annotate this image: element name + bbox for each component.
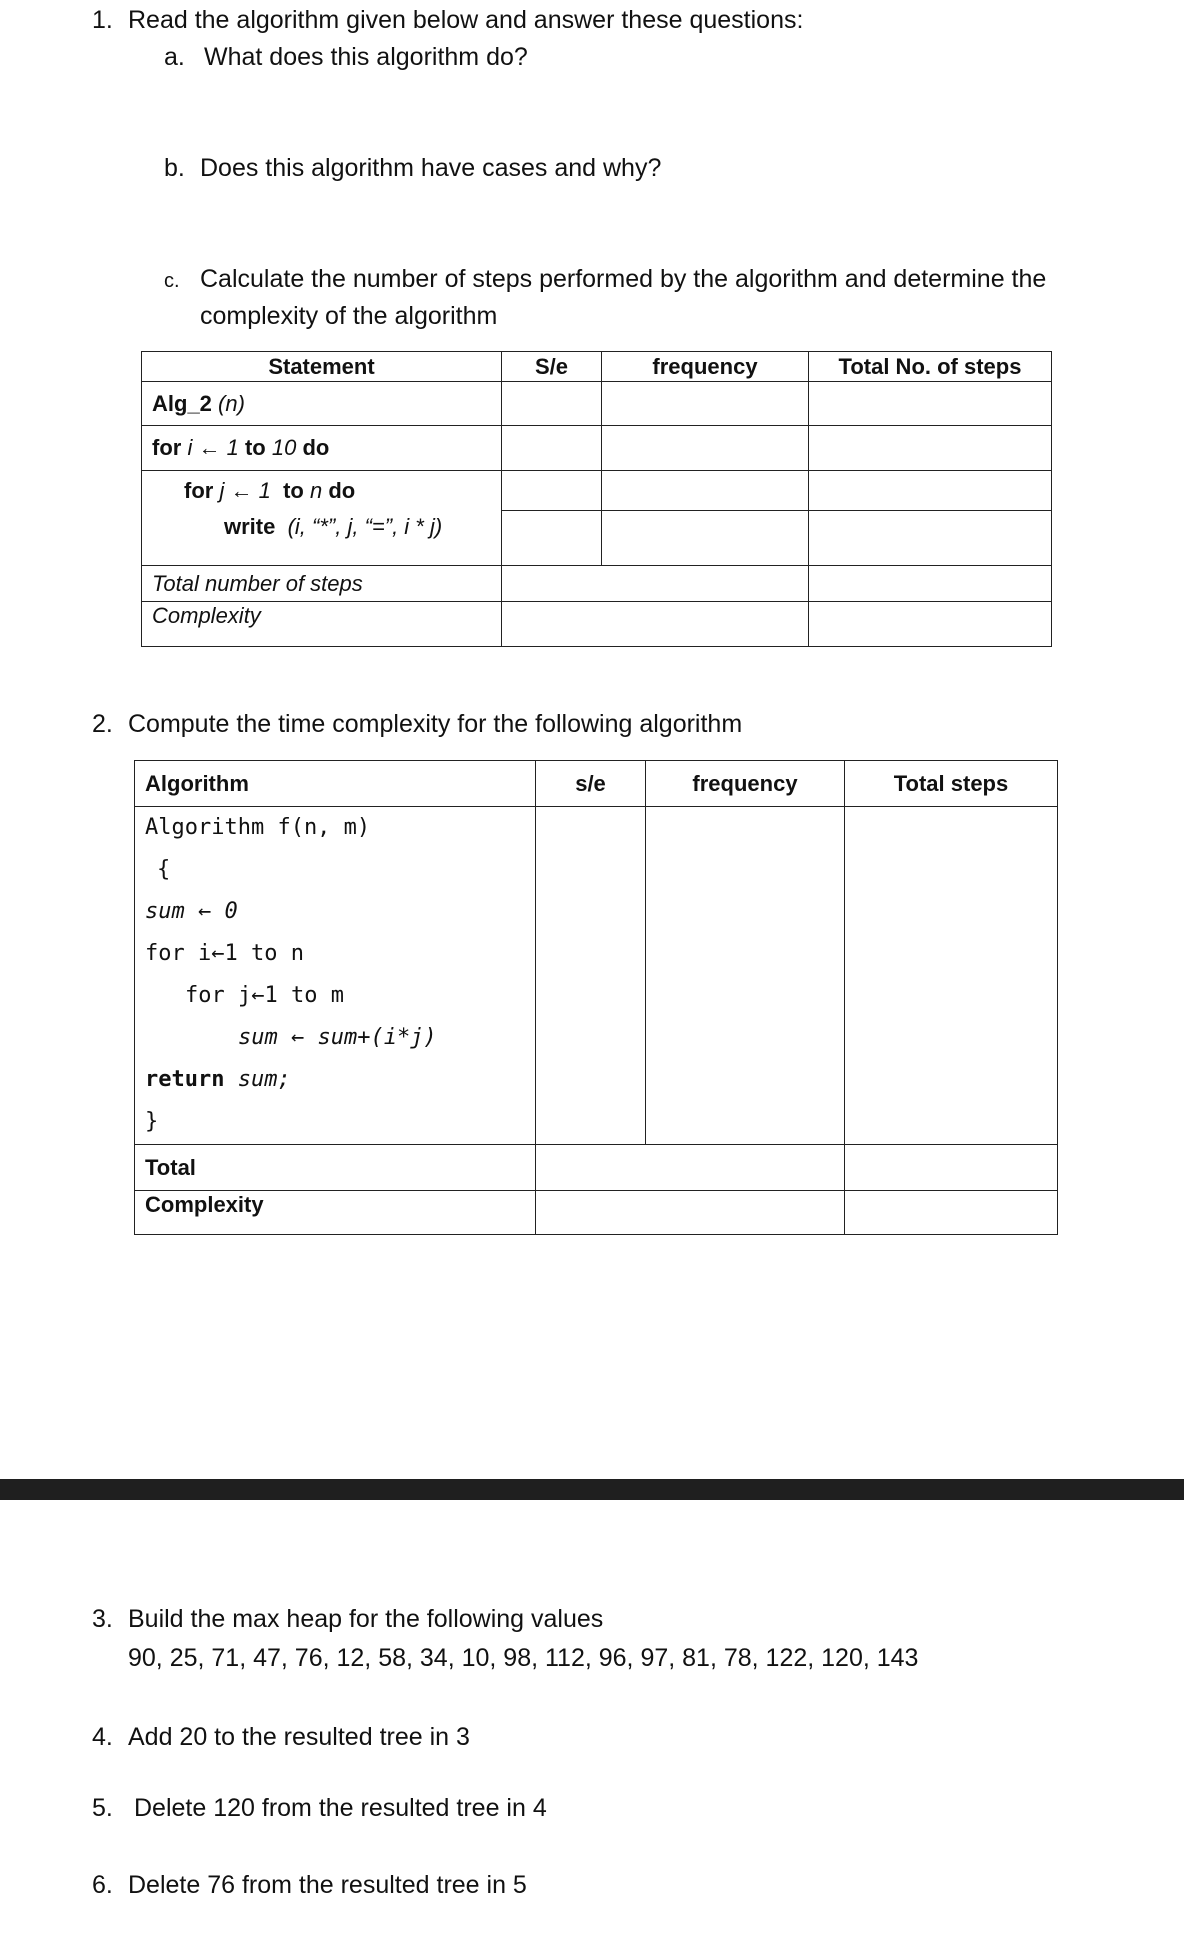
- answer-cell: [502, 602, 809, 647]
- page-separator: [0, 1479, 1184, 1500]
- code-line: sum ← 0: [145, 899, 238, 924]
- table-row: [142, 511, 1052, 566]
- total-steps-label: Total number of steps: [142, 566, 502, 602]
- question-1b: [164, 153, 661, 184]
- answer-cell: [602, 426, 809, 471]
- code-line: for j←1 to m: [185, 983, 344, 1008]
- answer-cell: [602, 511, 809, 566]
- answer-cell: [809, 426, 1052, 471]
- table-row: [142, 471, 1052, 511]
- steps-table-2: [134, 760, 1058, 1235]
- answer-cell: [809, 511, 1052, 566]
- question-6: [92, 1870, 527, 1901]
- code-line: return sum;: [145, 1067, 291, 1092]
- question-number: 3.: [92, 1605, 113, 1633]
- answer-cell: [502, 566, 809, 602]
- question-1: [92, 5, 803, 36]
- answer-cell: [809, 566, 1052, 602]
- question-text: Read the algorithm given below and answer these questions:: [128, 6, 804, 34]
- question-text: Delete 76 from the resulted tree in 5: [128, 1871, 527, 1899]
- question-number: 1.: [92, 6, 113, 34]
- header-se: S/e: [502, 352, 602, 382]
- table-row: [135, 1191, 1058, 1235]
- table-row: [142, 602, 1052, 647]
- code-block: [145, 807, 525, 1143]
- table-header-row: [142, 352, 1052, 382]
- total-label: Total: [135, 1145, 536, 1191]
- table-header-row: [135, 761, 1058, 807]
- answer-cell: [809, 602, 1052, 647]
- question-text: Build the max heap for the following values: [128, 1605, 604, 1633]
- header-algorithm: Algorithm: [135, 761, 536, 807]
- sub-text: What does this algorithm do?: [204, 43, 528, 71]
- answer-cell: [845, 1191, 1058, 1235]
- header-frequency: frequency: [646, 761, 845, 807]
- heap-values: 90, 25, 71, 47, 76, 12, 58, 34, 10, 98, 112, 96, 97, 81, 78, 122, 120, 143: [128, 1644, 919, 1672]
- answer-cell: [809, 471, 1052, 511]
- header-se: s/e: [536, 761, 646, 807]
- alg-header-cell: Alg_2 (n): [142, 382, 502, 426]
- table-row: [135, 807, 1058, 1145]
- answer-cell: [845, 1145, 1058, 1191]
- header-total-steps: Total steps: [845, 761, 1058, 807]
- table-row: [142, 382, 1052, 426]
- steps-table-1: [141, 351, 1052, 647]
- for-i-statement: for i ← 1 to 10 do: [142, 426, 502, 471]
- algorithm-code-cell: [135, 807, 536, 1145]
- answer-cell: [502, 426, 602, 471]
- answer-cell: [646, 807, 845, 1145]
- header-frequency: frequency: [602, 352, 809, 382]
- question-1c-cont: complexity of the algorithm: [200, 302, 498, 330]
- question-text: Add 20 to the resulted tree in 3: [128, 1723, 470, 1751]
- table-row: [142, 566, 1052, 602]
- question-4: [92, 1722, 470, 1753]
- question-1c: [164, 264, 1046, 295]
- complexity-label: Complexity: [142, 602, 502, 647]
- question-number: 2.: [92, 710, 113, 738]
- answer-cell: [536, 1145, 845, 1191]
- question-number: 5.: [92, 1794, 113, 1822]
- table-row: [135, 1145, 1058, 1191]
- answer-cell: [536, 807, 646, 1145]
- header-total-steps: Total No. of steps: [809, 352, 1052, 382]
- question-5: [92, 1793, 547, 1824]
- answer-cell: [809, 382, 1052, 426]
- answer-cell: [845, 807, 1058, 1145]
- answer-cell: [502, 382, 602, 426]
- complexity-label: Complexity: [135, 1191, 536, 1235]
- sub-label: b.: [164, 154, 185, 182]
- sub-label: a.: [164, 43, 185, 71]
- sub-label: c.: [164, 270, 180, 292]
- code-line: Algorithm f(n, m): [145, 815, 371, 840]
- answer-cell: [602, 471, 809, 511]
- code-line: sum ← sum+(i*j): [238, 1025, 437, 1050]
- answer-cell: [502, 471, 602, 511]
- sub-text: Calculate the number of steps performed by the algorithm and determine the: [200, 265, 1047, 293]
- question-3: [92, 1604, 603, 1635]
- answer-cell: [502, 511, 602, 566]
- question-text: Compute the time complexity for the following algorithm: [128, 710, 743, 738]
- write-statement: write (i, “*”, j, “=”, i * j): [142, 511, 502, 566]
- code-line: }: [145, 1109, 159, 1134]
- question-1a: [164, 42, 528, 73]
- header-statement: Statement: [142, 352, 502, 382]
- for-j-statement: for j ← 1 to n do: [142, 471, 502, 511]
- question-2: [92, 709, 742, 740]
- code-line: for i←1 to n: [145, 941, 304, 966]
- table-row: [142, 426, 1052, 471]
- answer-cell: [536, 1191, 845, 1235]
- sub-text: Does this algorithm have cases and why?: [200, 154, 662, 182]
- question-number: 4.: [92, 1723, 113, 1751]
- question-number: 6.: [92, 1871, 113, 1899]
- answer-cell: [602, 382, 809, 426]
- question-text: Delete 120 from the resulted tree in 4: [134, 1794, 547, 1822]
- code-line: {: [157, 857, 171, 882]
